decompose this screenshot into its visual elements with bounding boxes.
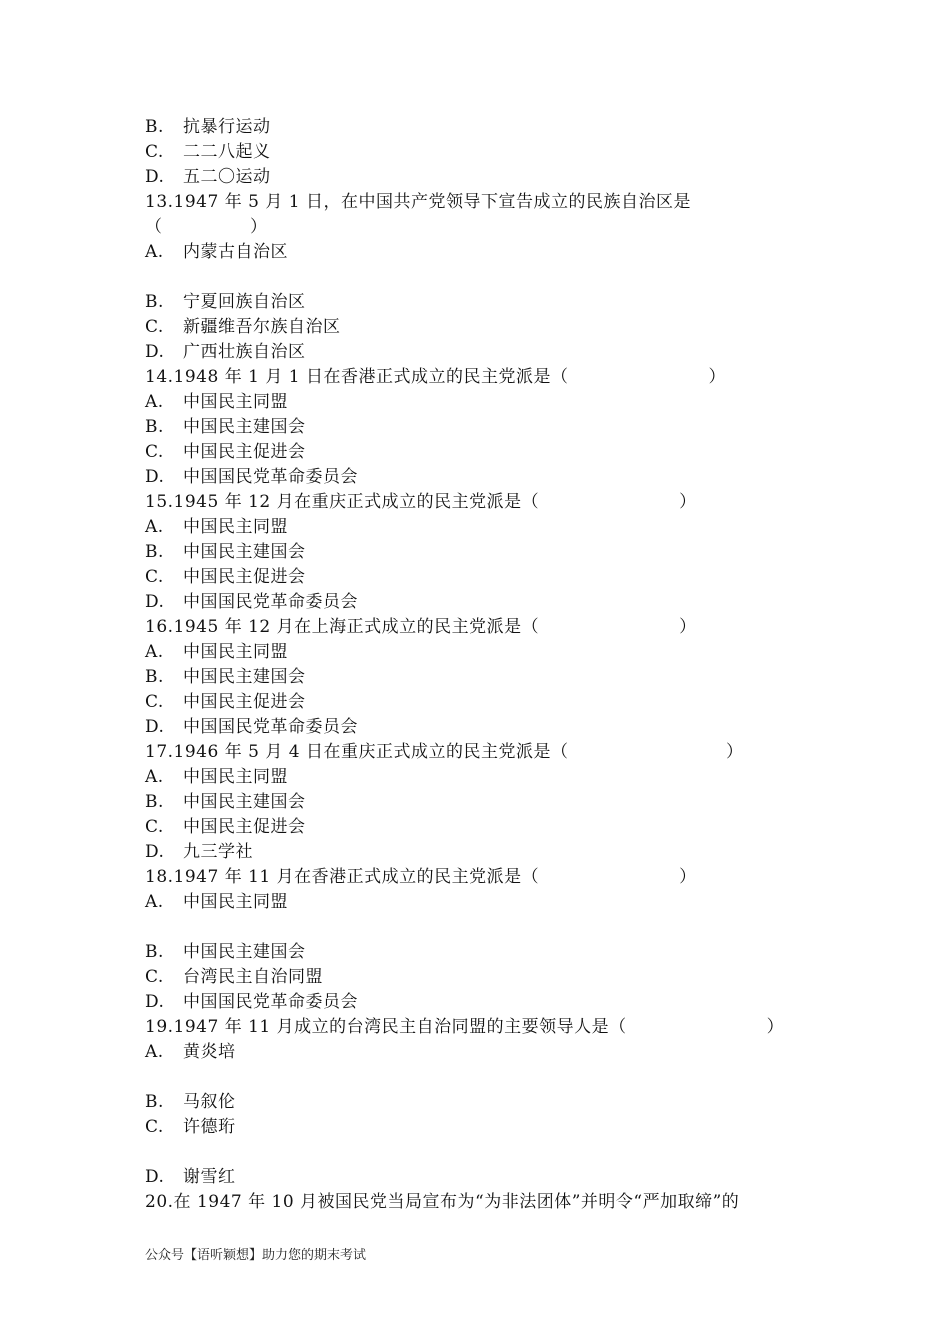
option-text: 中国民主促进会	[183, 442, 306, 462]
option-letter: C.	[145, 567, 164, 587]
answer-option	[145, 391, 288, 413]
option-letter: B.	[145, 1092, 164, 1112]
option-text: 中国民主建国会	[183, 667, 306, 687]
option-letter: A.	[145, 392, 164, 412]
answer-option	[145, 341, 306, 363]
answer-option	[145, 416, 306, 438]
option-letter: C.	[145, 967, 164, 987]
option-text: 黄炎培	[183, 1042, 236, 1062]
option-text: 九三学社	[183, 842, 253, 862]
option-letter: B.	[145, 542, 164, 562]
answer-option	[145, 641, 288, 663]
answer-option	[145, 116, 271, 138]
footer-note: 公众号【语听颖想】助力您的期末考试	[145, 1248, 367, 1263]
option-letter: D.	[145, 167, 165, 187]
option-letter: D.	[145, 992, 165, 1012]
option-text: 中国国民党革命委员会	[183, 717, 358, 737]
option-letter: C.	[145, 1117, 164, 1137]
option-text: 中国民主同盟	[183, 892, 288, 912]
option-text: 广西壮族自治区	[183, 342, 306, 362]
option-letter: B.	[145, 942, 164, 962]
answer-option	[145, 241, 288, 263]
answer-option	[145, 816, 306, 838]
answer-option	[145, 466, 358, 488]
option-text: 五二〇运动	[183, 167, 271, 187]
option-letter: B.	[145, 417, 164, 437]
answer-option	[145, 1091, 236, 1113]
option-text: 中国民主同盟	[183, 517, 288, 537]
option-letter: A.	[145, 892, 164, 912]
option-letter: A.	[145, 242, 164, 262]
option-letter: D.	[145, 467, 165, 487]
answer-option	[145, 166, 271, 188]
option-letter: C.	[145, 317, 164, 337]
option-text: 内蒙古自治区	[183, 242, 288, 262]
option-text: 中国民主同盟	[183, 392, 288, 412]
option-text: 二二八起义	[183, 142, 271, 162]
answer-option	[145, 441, 306, 463]
answer-option	[145, 716, 358, 738]
answer-option	[145, 991, 358, 1013]
question-text: （ ）	[145, 217, 268, 237]
answer-option	[145, 591, 358, 613]
answer-option	[145, 941, 306, 963]
option-text: 中国国民党革命委员会	[183, 992, 358, 1012]
answer-option	[145, 966, 323, 988]
answer-option	[145, 1166, 236, 1188]
option-letter: A.	[145, 1042, 164, 1062]
answer-option	[145, 666, 306, 688]
option-text: 中国民主促进会	[183, 817, 306, 837]
answer-option	[145, 691, 306, 713]
option-text: 许德珩	[183, 1117, 236, 1137]
answer-option	[145, 841, 253, 863]
option-letter: B.	[145, 117, 164, 137]
option-letter: B.	[145, 292, 164, 312]
option-text: 台湾民主自治同盟	[183, 967, 323, 987]
option-letter: A.	[145, 517, 164, 537]
option-text: 谢雪红	[183, 1167, 236, 1187]
answer-option	[145, 1116, 236, 1138]
option-letter: C.	[145, 442, 164, 462]
question-text: 13.1947 年 5 月 1 日，在中国共产党领导下宣告成立的民族自治区是	[145, 192, 691, 212]
option-text: 中国民主建国会	[183, 792, 306, 812]
option-letter: C.	[145, 817, 164, 837]
answer-option	[145, 566, 306, 588]
option-text: 中国民主建国会	[183, 417, 306, 437]
option-letter: D.	[145, 842, 165, 862]
option-text: 中国国民党革命委员会	[183, 592, 358, 612]
question-text: 19.1947 年 11 月成立的台湾民主自治同盟的主要领导人是（ ）	[145, 1017, 785, 1037]
option-text: 中国民主促进会	[183, 567, 306, 587]
answer-option	[145, 141, 271, 163]
option-text: 抗暴行运动	[183, 117, 271, 137]
answer-option	[145, 291, 306, 313]
answer-option	[145, 1041, 236, 1063]
option-letter: C.	[145, 692, 164, 712]
option-letter: B.	[145, 792, 164, 812]
option-letter: D.	[145, 717, 165, 737]
option-letter: C.	[145, 142, 164, 162]
answer-option	[145, 791, 306, 813]
option-letter: D.	[145, 342, 165, 362]
option-letter: D.	[145, 592, 165, 612]
option-letter: B.	[145, 667, 164, 687]
option-text: 中国民主同盟	[183, 767, 288, 787]
question-text: 17.1946 年 5 月 4 日在重庆正式成立的民主党派是（ ）	[145, 742, 744, 762]
option-text: 中国国民党革命委员会	[183, 467, 358, 487]
answer-option	[145, 766, 288, 788]
option-text: 新疆维吾尔族自治区	[183, 317, 341, 337]
answer-option	[145, 516, 288, 538]
answer-option	[145, 316, 341, 338]
option-letter: A.	[145, 642, 164, 662]
option-text: 马叙伦	[183, 1092, 236, 1112]
option-letter: A.	[145, 767, 164, 787]
question-text: 20.在 1947 年 10 月被国民党当局宣布为“为非法团体”并明令“严加取缔”的	[145, 1192, 740, 1212]
question-text: 15.1945 年 12 月在重庆正式成立的民主党派是（ ）	[145, 492, 697, 512]
answer-option	[145, 541, 306, 563]
option-text: 中国民主建国会	[183, 942, 306, 962]
option-text: 中国民主建国会	[183, 542, 306, 562]
option-text: 宁夏回族自治区	[183, 292, 306, 312]
option-text: 中国民主同盟	[183, 642, 288, 662]
question-text: 16.1945 年 12 月在上海正式成立的民主党派是（ ）	[145, 617, 697, 637]
question-text: 18.1947 年 11 月在香港正式成立的民主党派是（ ）	[145, 867, 697, 887]
option-letter: D.	[145, 1167, 165, 1187]
answer-option	[145, 891, 288, 913]
option-text: 中国民主促进会	[183, 692, 306, 712]
question-text: 14.1948 年 1 月 1 日在香港正式成立的民主党派是（ ）	[145, 367, 726, 387]
